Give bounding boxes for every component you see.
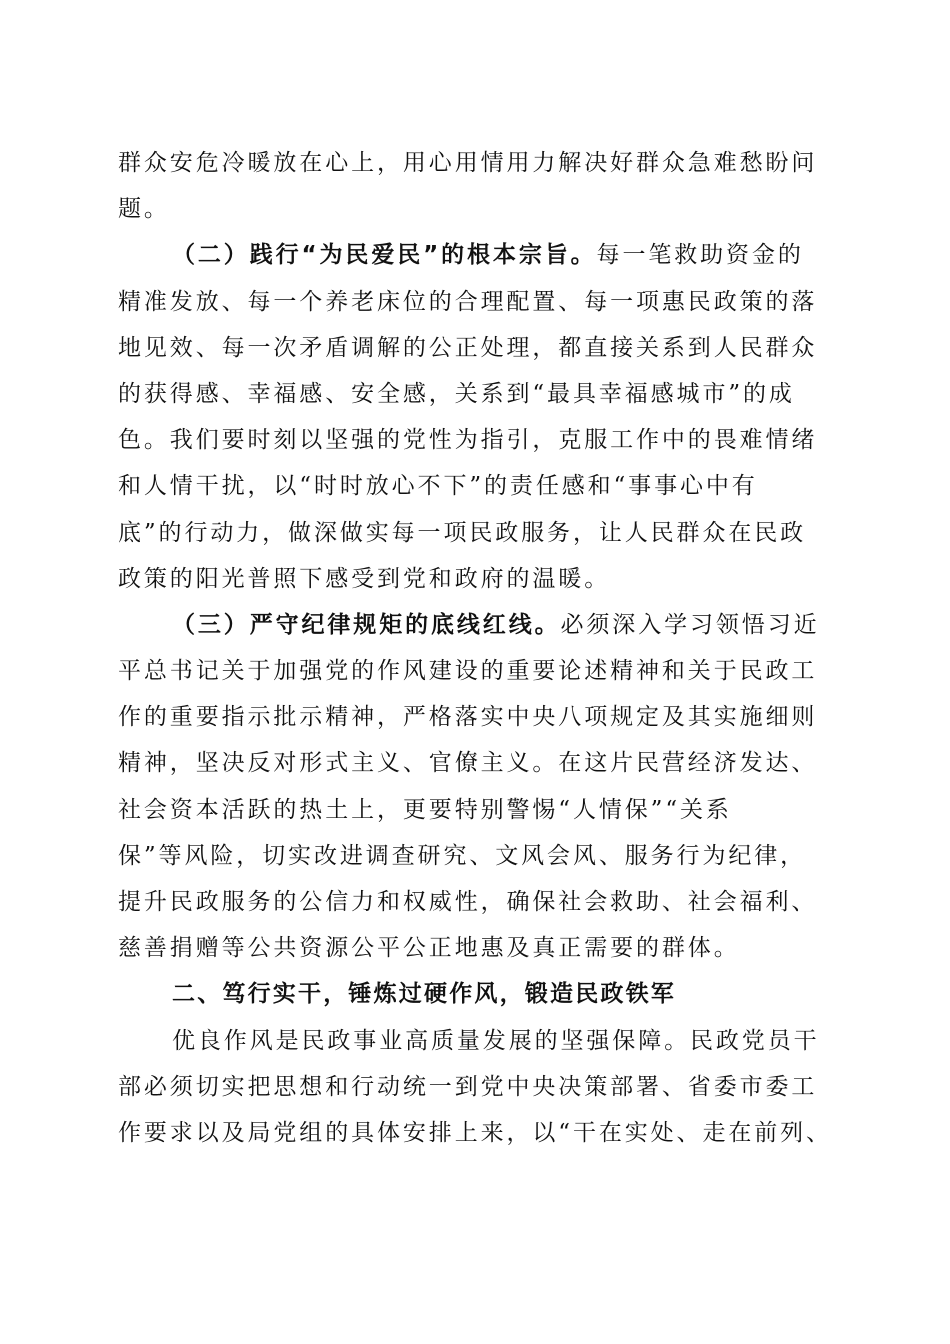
text-line: 色。我们要时刻以坚强的党性为指引，克服工作中的畏难情绪 [118,427,818,454]
document-body [118,140,830,1156]
text-line: 慈善捐赠等公共资源公平公正地惠及真正需要的群体。 [118,935,740,962]
text-line: 保”等风险，切实改进调查研究、文风会风、服务行为纪律， [118,842,807,869]
paragraph-start-line: 优良作风是民政事业高质量发展的坚强保障。民政党员干 [172,1027,820,1054]
text-line: 政策的阳光普照下感受到党和政府的温暖。 [118,565,611,592]
text-line: 地见效、每一次矛盾调解的公正处理，都直接关系到人民群众 [118,334,818,361]
paragraph-start-line [118,232,830,278]
text-line: 作的重要指示批示精神，严格落实中央八项规定及其实施细则 [118,704,818,731]
text-line: 精神，坚决反对形式主义、官僚主义。在这片民营经济发达、 [118,750,818,777]
text-line: 的获得感、幸福感、安全感，关系到“最具幸福感城市”的成 [118,380,795,407]
paragraph-start-line [118,602,830,648]
section-subheading-3: （三）严守纪律规矩的底线红线。 [172,611,561,638]
text-segment: 每一笔救助资金的 [596,242,804,269]
text-line: 社会资本活跃的热土上，更要特别警惕“人情保”“关系 [118,796,732,823]
text-line: 提升民政服务的公信力和权威性，确保社会救助、社会福利、 [118,889,818,915]
section-heading-2: 二、笃行实干，锤炼过硬作风，锻造民政铁军 [172,981,676,1008]
text-line: 精准发放、每一个养老床位的合理配置、每一项惠民政策的落 [118,288,818,315]
section-subheading-2: （二）践行“为民爱民”的根本宗旨。 [172,242,597,269]
text-line: 平总书记关于加强党的作风建设的重要论述精神和关于民政工 [118,658,818,685]
text-segment: 必须深入学习领悟习近 [560,611,820,638]
text-line: 部必须切实把思想和行动统一到党中央决策部署、省委市委工 [118,1073,818,1100]
text-line: 和人情干扰，以“时时放心不下”的责任感和“事事心中有 [118,473,758,500]
text-line: 群众安危冷暖放在心上，用心用情用力解决好群众急难愁盼问 [118,150,818,176]
text-line: 题。 [118,196,170,223]
text-line: 作要求以及局党组的具体安排上来，以“干在实处、走在前列、 [118,1119,832,1146]
text-line: 底”的行动力，做深做实每一项民政服务，让人民群众在民政 [118,519,807,546]
